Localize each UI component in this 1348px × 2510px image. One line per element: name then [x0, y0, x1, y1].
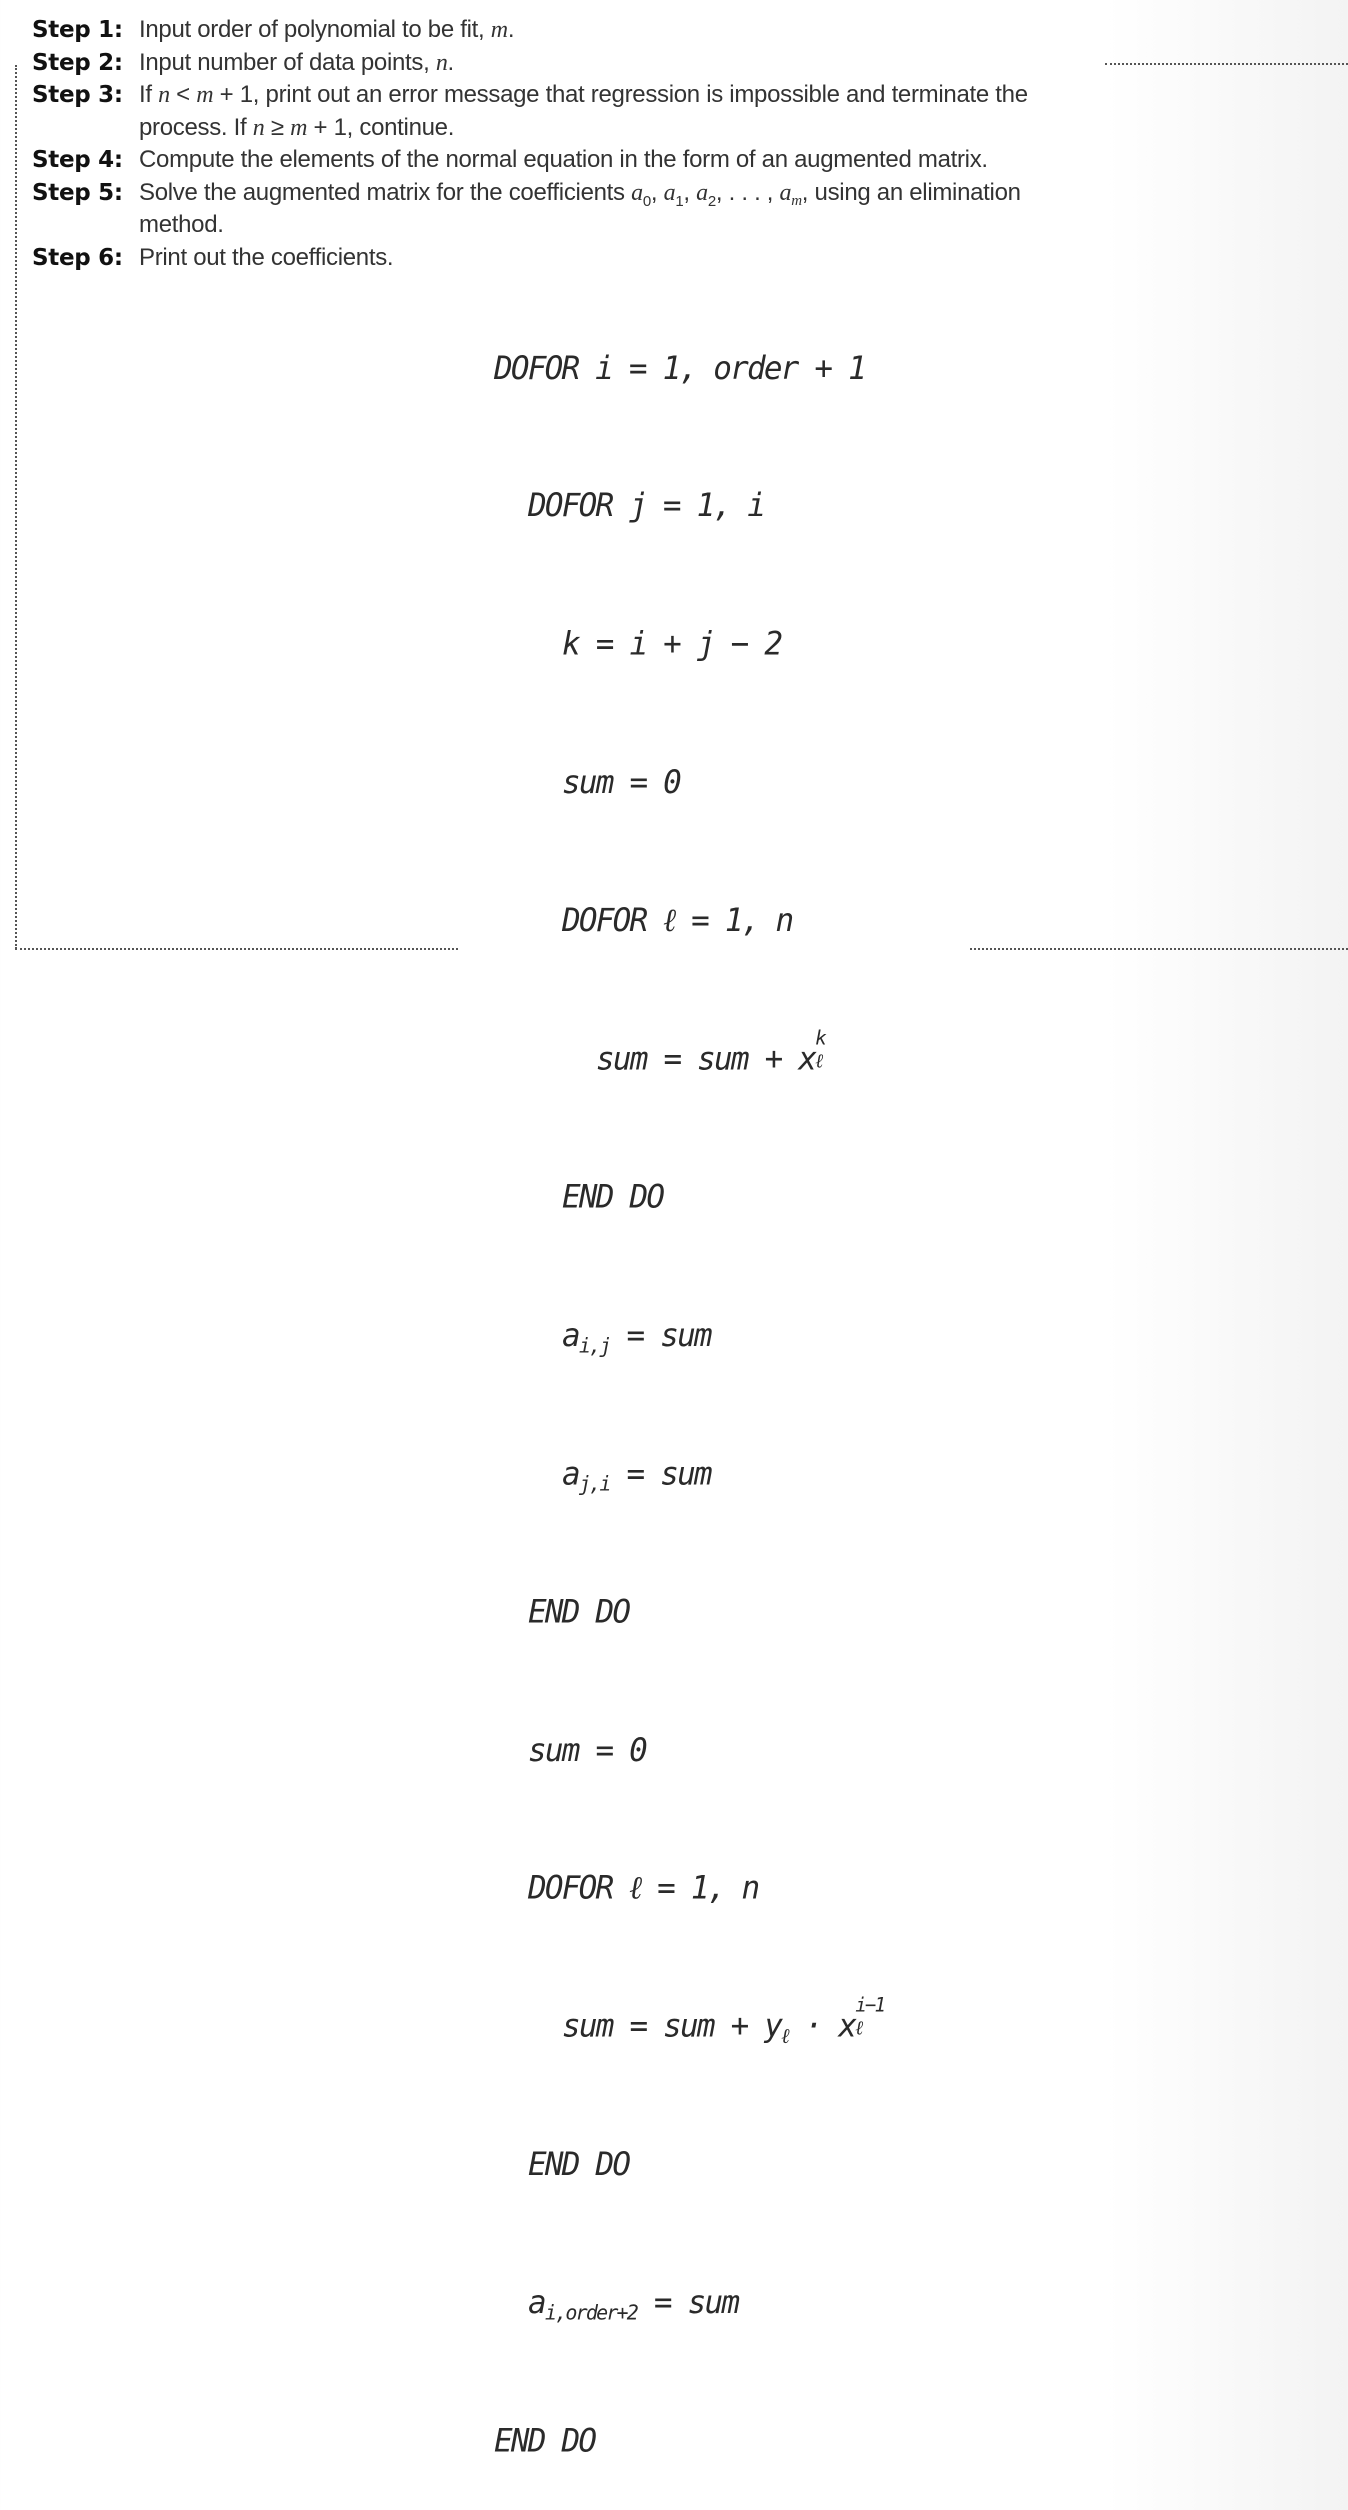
- step-5: [32, 177, 1102, 242]
- step-label: Step 3:: [32, 82, 123, 108]
- code-line: sum = 0: [528, 1731, 647, 1769]
- code-line: sum = sum + x k ℓ: [596, 1026, 825, 1078]
- step-label: Step 6:: [32, 244, 123, 271]
- frame-border-bottom-left: [15, 948, 458, 950]
- step-text: If n < m + 1, print out an error message that regression is impossible and terminate the process. If n ≥ m + 1, continue.: [139, 81, 1028, 141]
- code-line: DOFOR ℓ = 1, n: [528, 1869, 759, 1908]
- step-label: Step 2:: [32, 49, 123, 76]
- code-line: END DO: [528, 2145, 630, 2184]
- step-label: Step 5:: [32, 179, 123, 206]
- code-line: $a_{i,order+2}$ = sum: [528, 2284, 739, 2325]
- step-3: [32, 79, 1102, 144]
- step-4: [32, 144, 1102, 177]
- algorithm-steps: [32, 14, 1102, 274]
- code-line: DOFOR ℓ = 1, n: [562, 902, 793, 940]
- frame-border-left: [15, 65, 17, 949]
- code-line: DOFOR j = 1, i: [528, 487, 765, 525]
- code-line: sum = sum + $y_\ell \cdot x$ i−1 ℓ: [562, 1993, 885, 2049]
- code-line: END DO: [528, 1593, 630, 1631]
- step-label: Step 1:: [32, 17, 123, 43]
- step-2: [32, 47, 1102, 80]
- code-line: END DO: [494, 2422, 596, 2460]
- code-line: END DO: [562, 1178, 664, 1216]
- frame-border-top-right: [1105, 63, 1348, 65]
- step-text: Input number of data points, n.: [139, 48, 454, 76]
- step-label: Step 4:: [32, 147, 123, 173]
- code-line: k = i + j − 2: [562, 625, 782, 664]
- code-line: DOFOR i = 1, order + 1: [494, 349, 865, 387]
- step-text: Compute the elements of the normal equation in the form of an augmented matrix.: [139, 146, 988, 173]
- code-line: $a_{i,j}$ = sum: [562, 1316, 711, 1358]
- step-text: Input order of polynomial to be fit, m.: [139, 16, 515, 43]
- step-text: Solve the augmented matrix for the coefficients $a_0$, $a_1$, $a_2$, . . . , $a_m$, using an elimination method.: [139, 178, 1021, 238]
- pseudocode-block: [494, 253, 885, 2510]
- code-line: sum = 0: [562, 763, 681, 802]
- step-1: [32, 14, 1102, 47]
- code-line: $a_{j,i}$ = sum: [562, 1454, 711, 1496]
- step-text: Print out the coefficients.: [139, 243, 394, 271]
- frame-border-bottom-right: [970, 948, 1348, 950]
